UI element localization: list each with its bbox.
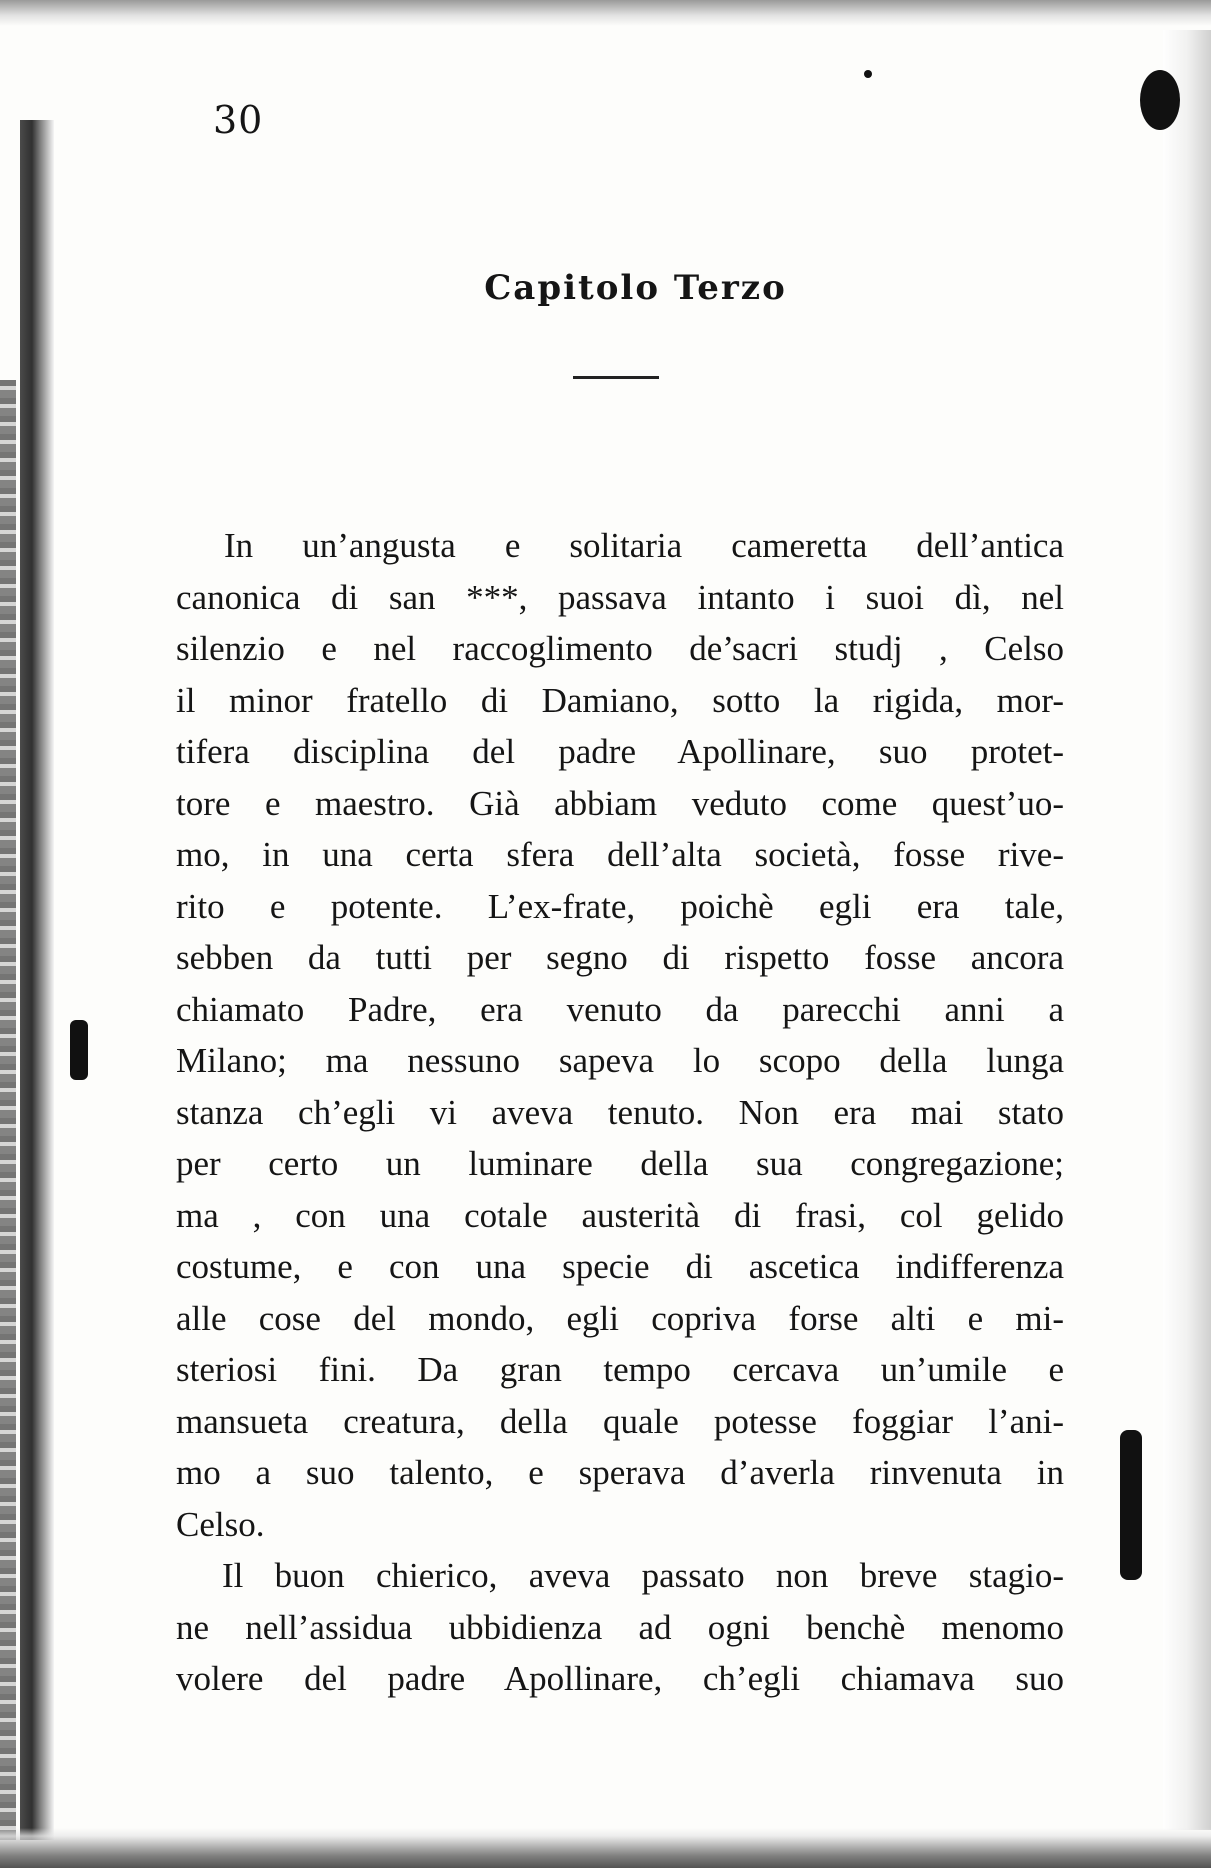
ink-blot [70,1020,88,1080]
text-line: costume, e con una specie di ascetica indifferenza [176,1247,1064,1286]
text-line: Celso. [176,1504,265,1544]
text-line: canonica di san ***, passava intanto i suoi dì, nel [176,577,1064,617]
book-spine-shadow [20,120,54,1840]
body-text [176,520,1064,1705]
text-line: mo, in una certa sfera dell’alta società, fosse rive- [176,835,1064,874]
ink-blot [1140,70,1180,130]
text-line: rito e potente. L’ex-frate, poichè egli era tale, [176,886,1064,926]
text-line: chiamato Padre, era venuto da parecchi anni a [176,989,1064,1029]
scan-bottom-edge [0,1828,1211,1868]
ink-blot [1120,1430,1142,1580]
text-line: mansueta creatura, della quale potesse foggiar l’ani- [176,1401,1064,1441]
text-line: mo a suo talento, e sperava d’averla rinvenuta in [176,1453,1064,1492]
title-divider [573,376,659,379]
text-line: stanza ch’egli vi aveva tenuto. Non era mai stato [176,1092,1064,1132]
text-line: In un’angusta e solitaria cameretta dell’antica [224,526,1064,565]
text-line: steriosi fini. Da gran tempo cercava un’umile e [176,1350,1064,1389]
text-line: tore e maestro. Già abbiam veduto come quest’uo- [176,783,1064,823]
paragraph [176,1550,1064,1705]
text-line: alle cose del mondo, egli copriva forse alti e mi- [176,1298,1064,1338]
scan-top-edge [0,0,1211,26]
chapter-title: Capitolo Terzo [484,268,787,308]
scan-left-edge [0,380,16,1840]
text-line: tifera disciplina del padre Apollinare, suo protet- [176,732,1064,771]
text-line: per certo un luminare della sua congregazione; [176,1144,1064,1183]
text-line: Milano; ma nessuno sapeva lo scopo della lunga [176,1041,1064,1080]
text-line: ma , con una cotale austerità di frasi, col gelido [176,1195,1064,1235]
text-line: silenzio e nel raccoglimento de’sacri studj , Celso [176,629,1064,668]
page-number: 30 [213,98,264,142]
text-line: ne nell’assidua ubbidienza ad ogni benchè menomo [176,1607,1064,1647]
text-line: sebben da tutti per segno di rispetto fosse ancora [176,938,1064,977]
text-line: il minor fratello di Damiano, sotto la rigida, mor- [176,680,1064,720]
paragraph [176,520,1064,1550]
ink-speck [864,70,872,78]
text-line: Il buon chierico, aveva passato non breve stagio- [222,1556,1064,1595]
text-line: volere del padre Apollinare, ch’egli chiamava suo [176,1659,1064,1698]
